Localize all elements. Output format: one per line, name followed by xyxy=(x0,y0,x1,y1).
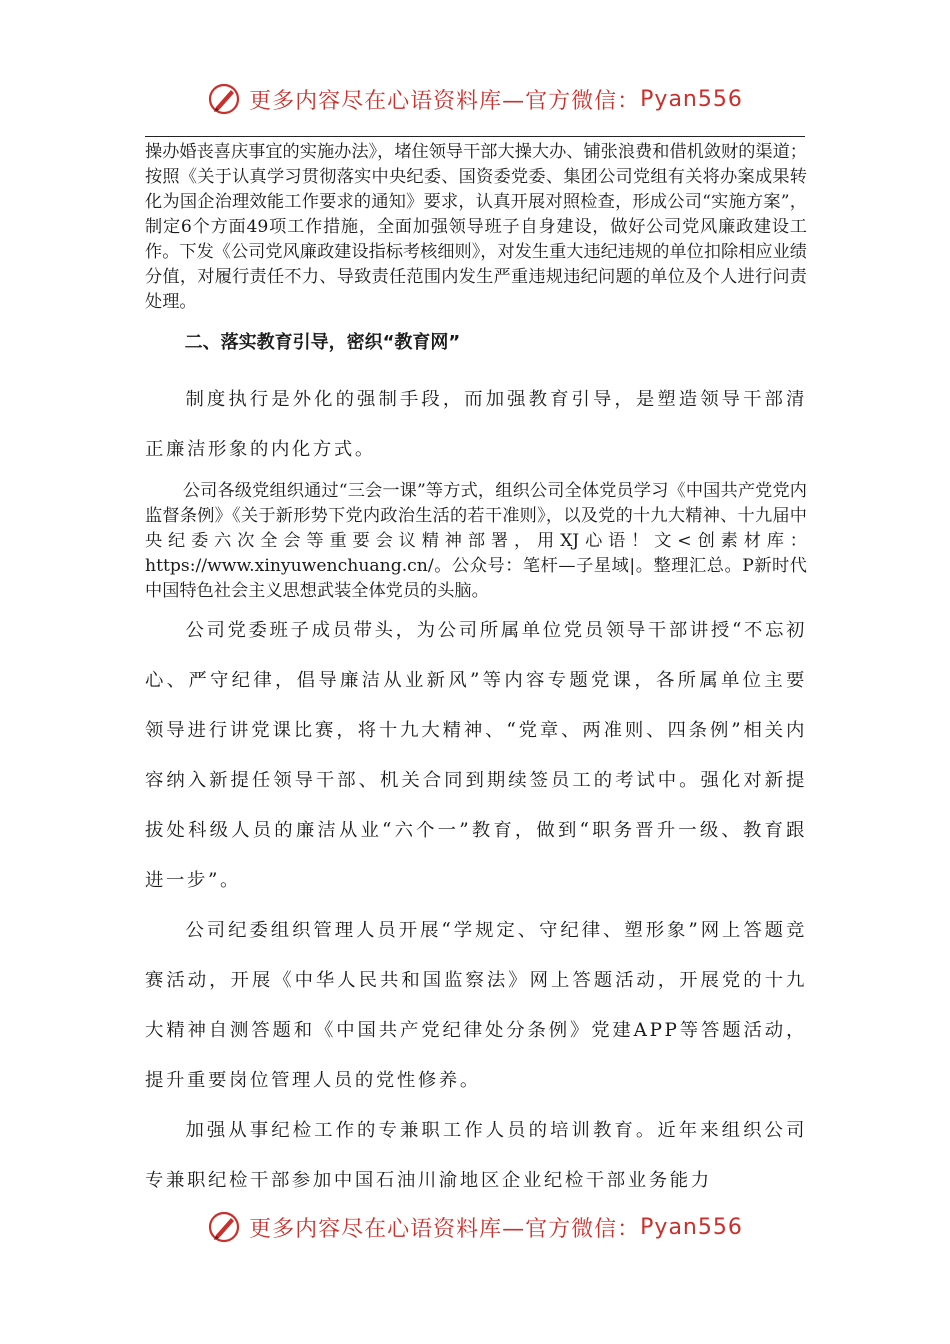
paragraph-1: 操办婚丧喜庆事宜的实施办法》，堵住领导干部大操大办、铺张浪费和借机敛财的渠道；按照《关于认真学习贯彻落实中央纪委、国资委党委、集团公司党组有关将办案成果转化为国企治理效能工作要求的通知》要求，认真开展对照检查，形成公司“实施方案”，制定6个方面49项工作措施，全面加强领导班子自身建设，做好公司党风廉政建设工作。下发《公司党风廉政建设指标考核细则》，对发生重大违纪违规的单位扣除相应业绩分值，对履行责任不力、导致责任范围内发生严重违规违纪问题的单位及个人进行问责处理。 xyxy=(145,142,807,312)
paragraph-6: 加强从事纪检工作的专兼职工作人员的培训教育。近年来组织公司专兼职纪检干部参加中国石油川渝地区企业纪检干部业务能力 xyxy=(145,1120,807,1191)
section-heading: 二、落实教育引导，密织“教育网” xyxy=(184,332,461,353)
paragraph-2: 制度执行是外化的强制手段，而加强教育引导，是塑造领导干部清正廉洁形象的内化方式。 xyxy=(145,389,807,460)
banner-wechat-id: Pyan556 xyxy=(640,86,743,112)
pen-logo-icon xyxy=(207,82,241,116)
header-banner xyxy=(0,82,950,116)
banner-wechat-id: Pyan556 xyxy=(640,1214,743,1240)
header-divider xyxy=(145,136,805,137)
banner-text: 更多内容尽在心语资料库—官方微信： xyxy=(249,1216,641,1242)
paragraph-5: 公司纪委组织管理人员开展“学规定、守纪律、塑形象”网上答题竞赛活动，开展《中华人民共和国监察法》网上答题活动，开展党的十九大精神自测答题和《中国共产党纪律处分条例》党建APP等答题活动，提升重要岗位管理人员的党性修养。 xyxy=(145,920,807,1091)
paragraph-3: 公司各级党组织通过“三会一课”等方式，组织公司全体党员学习《中国共产党党内监督条例》《关于新形势下党内政治生活的若干准则》，以及党的十九大精神、十九届中央纪委六次全会等重要会议精神部署，用XJ心语！文<创素材库：https://www.xinyuwenchuang.cn/。公众号：笔杆—子星域|。整理汇总。P新时代中国特色社会主义思想武装全体党员的头脑。 xyxy=(145,481,807,601)
pen-logo-icon xyxy=(207,1210,241,1244)
paragraph-4: 公司党委班子成员带头，为公司所属单位党员领导干部讲授“不忘初心、严守纪律，倡导廉洁从业新风”等内容专题党课，各所属单位主要领导进行讲党课比赛，将十九大精神、“党章、两准则、四条例”相关内容纳入新提任领导干部、机关合同到期续签员工的考试中。强化对新提拔处科级人员的廉洁从业“六个一”教育，做到“职务晋升一级、教育跟进一步”。 xyxy=(145,620,807,891)
document-body xyxy=(145,140,807,1206)
banner-text: 更多内容尽在心语资料库—官方微信： xyxy=(249,88,641,114)
footer-banner xyxy=(0,1210,950,1244)
